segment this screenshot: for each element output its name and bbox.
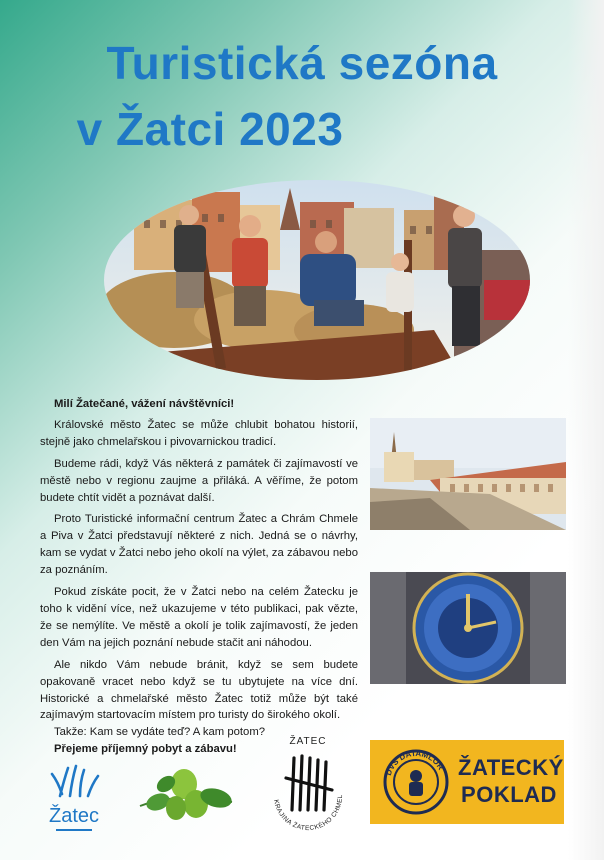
tally-marks-icon	[262, 748, 354, 836]
poklad-line-2: POKLAD	[461, 782, 557, 807]
page-edge-shade	[568, 0, 604, 860]
seal-text: DVS DATAMLOR	[383, 748, 446, 777]
paragraph-3: Proto Turistické informační centrum Žatec a Chrám Chmele a Piva v Žatci představují některé z nich. Jedná se o návrhy, kam se vydat v Žatci nebo jeho okolí na výlet, za zábavou nebo za poznáním.	[40, 513, 358, 577]
coin-seal-icon	[382, 748, 450, 816]
question-line: Takže: Kam se vydáte teď? A kam potom?	[54, 726, 266, 739]
town-square-photo	[370, 418, 566, 530]
greeting: Milí Žatečané, vážení návštěvníci!	[54, 398, 235, 410]
clock-photo	[370, 572, 566, 684]
krajina-logo-top: ŽATEC	[289, 736, 327, 747]
hero-photo	[104, 180, 530, 380]
krajina-logo-ring: KRAJINA ŽATECKÉHO CHMEL	[272, 794, 345, 833]
zatec-logo	[38, 760, 110, 830]
poklad-line-1: ŽATECKÝ	[458, 755, 564, 780]
paragraph-5: Ale nikdo Vám nebude bránit, když se sem budete opakovaně vracet nebo když se tu ubytujete na více dní. Historické a chmelařské město Žatec totiž může být také zajímavým startovacím místem pro turisty do širokého okolí.	[40, 658, 358, 722]
closing-line: Přejeme příjemný pobyt a zábavu!	[54, 743, 237, 756]
paragraph-2: Budeme rádi, když Vás některá z památek či zajímavostí ve městě nebo v regionu zaujme a přiláká. A věříme, že potom budete chtít vidět a poznávat další.	[40, 457, 358, 504]
paragraph-4: Pokud získáte pocit, že v Žatci nebo na celém Žatecku je toho k vidění více, než ukazujeme v této publikaci, pak vězte, že se nemýlíte. Ve městě a okolí je tolik zajímavostí, že jeden den Vám na jejich poznání nebude stačit ani náhodou.	[40, 586, 358, 649]
zatec-logo-text: Žatec	[48, 805, 100, 827]
intro-text	[40, 396, 358, 763]
krajina-logo	[262, 736, 354, 836]
hops-illustration	[136, 762, 236, 826]
title-line-2: v Žatci 2023	[76, 103, 344, 155]
logo-underline	[56, 829, 92, 831]
zatecky-poklad-logo	[370, 740, 564, 824]
poklad-text	[458, 754, 564, 808]
hop-stalks-icon	[38, 760, 110, 800]
title-line-1: Turistická sezóna	[106, 37, 498, 89]
paragraph-1: Královské město Žatec se může chlubit bohatou historií, stejně jako chmelařskou i pivovarnickou tradicí.	[40, 418, 358, 448]
